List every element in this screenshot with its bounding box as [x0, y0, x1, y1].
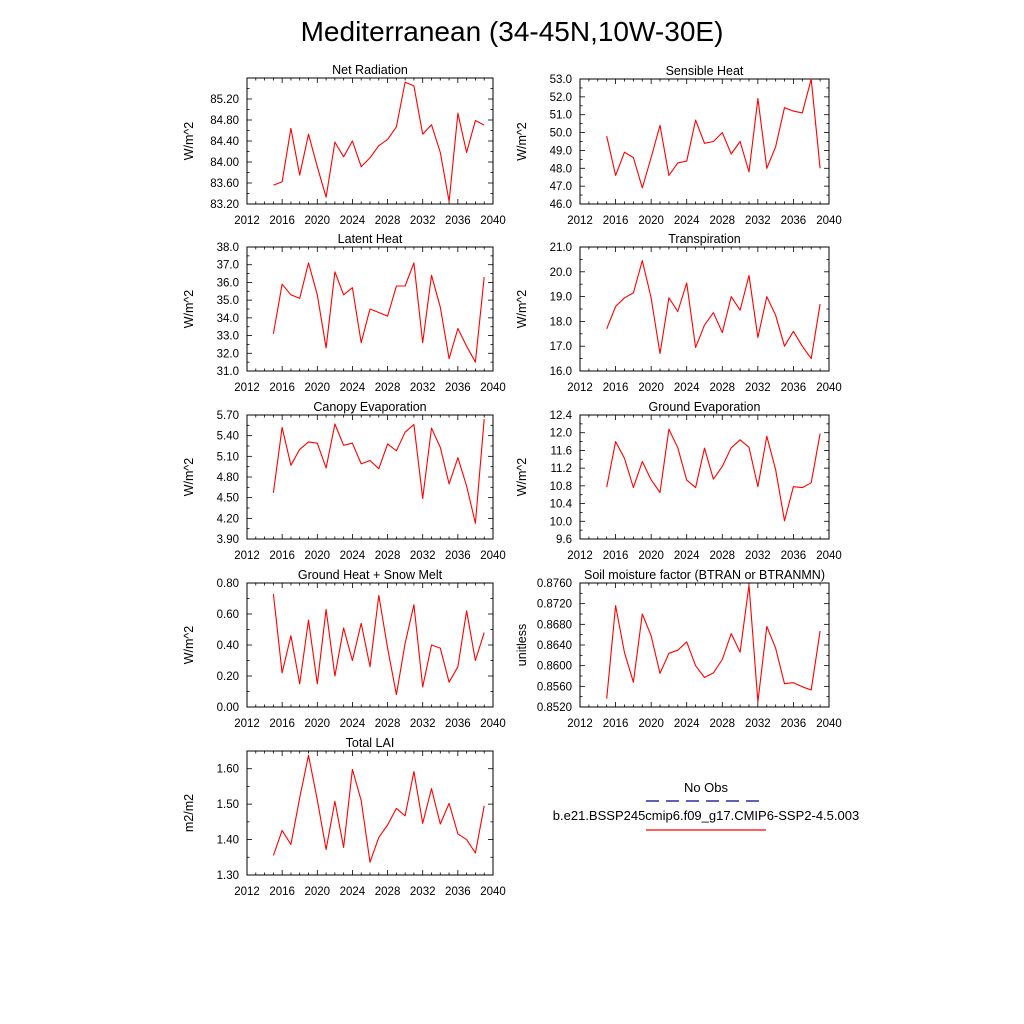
- x-tick-label: 2012: [567, 215, 593, 227]
- x-tick-label: 2020: [638, 215, 664, 227]
- y-tick-label: 4.50: [216, 492, 239, 505]
- plot-frame: [580, 79, 829, 204]
- panel: [182, 400, 506, 562]
- plot-frame: [247, 78, 493, 204]
- x-tick-label: 2016: [269, 382, 295, 394]
- x-tick-label: 2012: [234, 215, 260, 227]
- y-tick-label: 21.0: [549, 242, 572, 254]
- plot-frame: [247, 583, 493, 707]
- y-tick-label: 0.8760: [536, 578, 572, 590]
- y-axis-label: W/m^2: [182, 457, 196, 497]
- x-tick-label: 2020: [304, 215, 331, 227]
- x-tick-label: 2036: [445, 382, 471, 394]
- series-line: [607, 429, 820, 521]
- x-tick-label: 2032: [745, 382, 771, 394]
- x-tick-label: 2036: [780, 718, 807, 730]
- y-tick-label: 19.0: [549, 291, 572, 304]
- x-tick-label: 2016: [269, 718, 295, 730]
- y-tick-label: 1.30: [216, 870, 239, 882]
- x-tick-label: 2028: [374, 215, 401, 227]
- x-tick-label: 2028: [709, 550, 736, 562]
- y-tick-label: 1.40: [216, 834, 239, 847]
- y-tick-label: 1.50: [216, 799, 239, 812]
- y-tick-label: 3.90: [216, 534, 239, 546]
- series-line: [607, 79, 820, 188]
- panel: [515, 400, 842, 562]
- y-axis-label: W/m^2: [515, 457, 529, 497]
- x-tick-label: 2040: [816, 382, 842, 394]
- panel: [182, 736, 506, 898]
- y-tick-label: 10.4: [549, 498, 572, 511]
- y-tick-label: 0.20: [216, 671, 239, 683]
- y-tick-label: 0.8560: [536, 681, 572, 694]
- x-tick-label: 2024: [339, 215, 366, 227]
- x-tick-label: 2032: [409, 886, 436, 898]
- y-tick-label: 10.0: [549, 516, 572, 529]
- y-tick-label: 18.0: [549, 316, 572, 329]
- series-line: [273, 419, 484, 523]
- x-tick-label: 2028: [709, 382, 736, 394]
- x-tick-label: 2020: [304, 718, 331, 730]
- x-tick-label: 2036: [445, 550, 471, 562]
- y-tick-label: 1.60: [216, 763, 239, 776]
- y-tick-label: 0.8640: [536, 640, 572, 652]
- y-axis-label: W/m^2: [182, 121, 196, 161]
- x-tick-label: 2020: [638, 718, 664, 730]
- y-tick-label: 84.40: [210, 136, 239, 148]
- x-tick-label: 2040: [480, 215, 506, 227]
- y-axis-label: m2/m2: [182, 793, 196, 833]
- y-tick-label: 49.0: [549, 145, 572, 158]
- x-tick-label: 2024: [339, 382, 366, 394]
- panel: [515, 568, 842, 730]
- y-tick-label: 5.70: [216, 410, 239, 422]
- y-tick-label: 16.0: [549, 366, 572, 378]
- y-tick-label: 4.20: [216, 513, 239, 526]
- y-tick-label: 35.0: [216, 295, 239, 308]
- y-tick-label: 31.0: [216, 366, 239, 378]
- figure-title: Mediterranean (34-45N,10W-30E): [300, 16, 724, 47]
- y-tick-label: 85.20: [210, 94, 239, 106]
- x-tick-label: 2020: [304, 382, 331, 394]
- panel-title: Canopy Evaporation: [313, 400, 427, 414]
- x-tick-label: 2016: [269, 215, 295, 227]
- x-tick-label: 2032: [745, 215, 771, 227]
- y-axis-label: W/m^2: [515, 122, 529, 161]
- x-tick-label: 2032: [745, 718, 771, 730]
- y-tick-label: 53.0: [549, 74, 572, 86]
- x-tick-label: 2016: [602, 382, 629, 394]
- series-line: [607, 585, 820, 702]
- x-tick-label: 2016: [602, 550, 629, 562]
- y-tick-label: 84.00: [210, 157, 239, 169]
- y-tick-label: 0.8680: [536, 619, 572, 632]
- x-tick-label: 2024: [673, 718, 700, 730]
- y-tick-label: 50.0: [549, 127, 572, 140]
- x-tick-label: 2012: [234, 718, 260, 730]
- x-tick-label: 2040: [816, 550, 842, 562]
- y-axis-label: unitless: [515, 623, 529, 667]
- plot-frame: [247, 751, 493, 875]
- x-tick-label: 2016: [602, 718, 629, 730]
- y-tick-label: 37.0: [216, 259, 239, 272]
- y-tick-label: 83.20: [210, 199, 239, 211]
- x-tick-label: 2016: [269, 550, 295, 562]
- y-tick-label: 0.60: [216, 609, 239, 621]
- plot-frame: [580, 583, 829, 707]
- x-tick-label: 2040: [816, 215, 842, 227]
- x-tick-label: 2032: [409, 718, 436, 730]
- y-tick-label: 0.00: [216, 702, 239, 714]
- y-tick-label: 11.2: [550, 463, 572, 476]
- x-tick-label: 2020: [638, 382, 664, 394]
- x-tick-label: 2032: [409, 382, 436, 394]
- y-tick-label: 0.8720: [536, 598, 572, 611]
- x-tick-label: 2028: [374, 550, 401, 562]
- y-tick-label: 5.40: [216, 430, 239, 443]
- x-tick-label: 2040: [480, 886, 506, 898]
- plot-frame: [580, 415, 829, 539]
- x-tick-label: 2036: [445, 718, 471, 730]
- y-tick-label: 34.0: [216, 312, 239, 325]
- x-tick-label: 2024: [339, 886, 366, 898]
- x-tick-label: 2036: [780, 215, 807, 227]
- legend-obs-label: No Obs: [683, 780, 729, 795]
- legend: [553, 780, 859, 830]
- panel-title: Soil moisture factor (BTRAN or BTRANMN): [583, 568, 826, 582]
- y-tick-label: 32.0: [216, 348, 239, 361]
- panel-title: Sensible Heat: [665, 64, 744, 78]
- x-tick-label: 2016: [269, 886, 295, 898]
- series-line: [607, 261, 820, 359]
- panel-title: Ground Evaporation: [648, 400, 761, 414]
- series-line: [273, 263, 484, 362]
- x-tick-label: 2024: [339, 550, 366, 562]
- x-tick-label: 2020: [638, 550, 664, 562]
- plot-frame: [580, 247, 829, 371]
- x-tick-label: 2020: [304, 550, 331, 562]
- y-tick-label: 48.0: [549, 163, 572, 176]
- series-line: [273, 82, 484, 201]
- panels: [182, 63, 842, 898]
- x-tick-label: 2024: [673, 215, 700, 227]
- x-tick-label: 2028: [374, 886, 401, 898]
- y-tick-label: 0.40: [216, 640, 239, 652]
- y-tick-label: 10.8: [549, 480, 572, 493]
- y-tick-label: 33.0: [216, 330, 239, 343]
- y-tick-label: 83.60: [210, 178, 239, 190]
- x-tick-label: 2036: [445, 886, 471, 898]
- x-tick-label: 2040: [480, 550, 506, 562]
- panel: [182, 63, 506, 227]
- x-tick-label: 2012: [567, 550, 593, 562]
- y-tick-label: 17.0: [549, 341, 572, 354]
- y-tick-label: 46.0: [549, 199, 572, 211]
- y-tick-label: 0.80: [216, 578, 239, 590]
- x-tick-label: 2016: [602, 215, 629, 227]
- panel-title: Transpiration: [668, 232, 741, 246]
- y-tick-label: 0.8600: [536, 660, 572, 673]
- y-tick-label: 38.0: [216, 242, 239, 254]
- x-tick-label: 2040: [480, 718, 506, 730]
- x-tick-label: 2040: [480, 382, 506, 394]
- y-tick-label: 9.6: [556, 534, 572, 546]
- panel-title: Net Radiation: [332, 63, 408, 77]
- x-tick-label: 2024: [339, 718, 366, 730]
- x-tick-label: 2036: [445, 215, 471, 227]
- x-tick-label: 2012: [234, 550, 260, 562]
- x-tick-label: 2028: [709, 215, 736, 227]
- y-tick-label: 12.4: [549, 410, 572, 422]
- panel-title: Total LAI: [345, 736, 395, 750]
- panel: [515, 64, 842, 227]
- x-tick-label: 2012: [567, 382, 593, 394]
- y-tick-label: 47.0: [549, 181, 572, 194]
- panel-title: Ground Heat + Snow Melt: [297, 568, 443, 582]
- y-tick-label: 0.8520: [536, 702, 572, 714]
- x-tick-label: 2012: [567, 718, 593, 730]
- y-axis-label: W/m^2: [182, 289, 196, 329]
- panel: [182, 568, 506, 730]
- x-tick-label: 2028: [374, 718, 401, 730]
- y-tick-label: 52.0: [549, 91, 572, 104]
- y-tick-label: 84.80: [210, 115, 239, 127]
- y-tick-label: 36.0: [216, 277, 239, 290]
- x-tick-label: 2032: [409, 550, 436, 562]
- series-line: [273, 594, 484, 695]
- x-tick-label: 2012: [234, 382, 260, 394]
- x-tick-label: 2032: [409, 215, 436, 227]
- x-tick-label: 2028: [709, 718, 736, 730]
- legend-model-label: b.e21.BSSP245cmip6.f09_g17.CMIP6-SSP2-4.5.003: [552, 808, 860, 823]
- panel-title: Latent Heat: [337, 232, 403, 246]
- panel: [515, 232, 842, 394]
- y-tick-label: 20.0: [549, 266, 572, 279]
- x-tick-label: 2012: [234, 886, 260, 898]
- panel: [182, 232, 506, 394]
- x-tick-label: 2032: [745, 550, 771, 562]
- y-tick-label: 5.10: [216, 451, 239, 464]
- x-tick-label: 2020: [304, 886, 331, 898]
- x-tick-label: 2028: [374, 382, 401, 394]
- y-axis-label: W/m^2: [515, 289, 529, 329]
- y-tick-label: 11.6: [550, 445, 572, 458]
- y-tick-label: 4.80: [216, 472, 239, 484]
- x-tick-label: 2024: [673, 382, 700, 394]
- y-axis-label: W/m^2: [182, 625, 196, 665]
- x-tick-label: 2036: [780, 550, 807, 562]
- x-tick-label: 2024: [673, 550, 700, 562]
- x-tick-label: 2036: [780, 382, 807, 394]
- series-line: [273, 755, 484, 862]
- x-tick-label: 2040: [816, 718, 842, 730]
- y-tick-label: 12.0: [549, 427, 572, 440]
- y-tick-label: 51.0: [549, 109, 572, 122]
